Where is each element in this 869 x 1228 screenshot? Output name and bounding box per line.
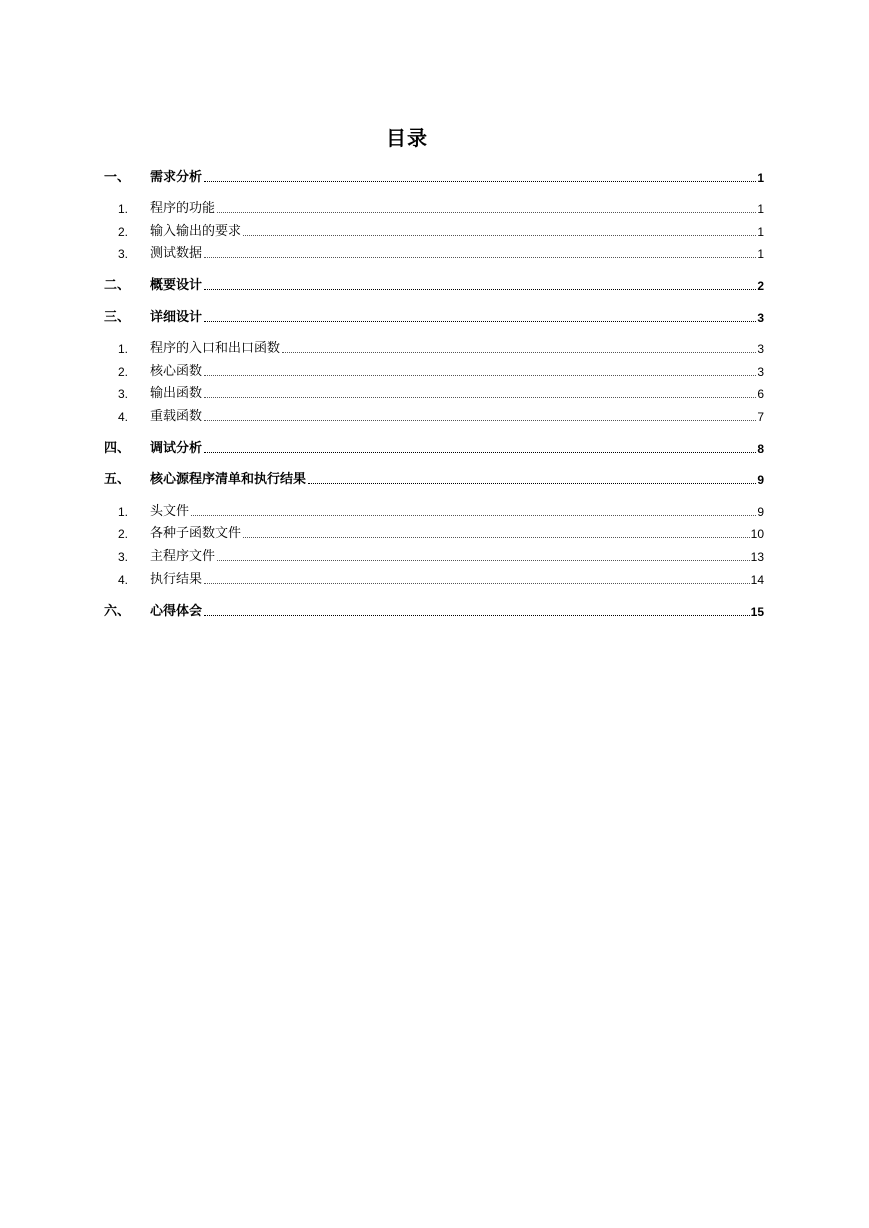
toc-entry-1-2[interactable] bbox=[104, 222, 764, 240]
toc-entry-page: 9 bbox=[757, 505, 764, 519]
toc-entry-page: 3 bbox=[757, 342, 764, 356]
toc-entry-number: 六、 bbox=[104, 604, 131, 619]
toc-entry-page: 10 bbox=[750, 527, 764, 541]
dot-leader bbox=[204, 289, 756, 290]
dot-leader bbox=[308, 483, 756, 484]
toc-entry-page: 1 bbox=[757, 247, 764, 261]
toc-entry-title: 核心函数 bbox=[150, 364, 203, 379]
toc-entry-5[interactable] bbox=[104, 470, 764, 488]
toc-entry-3-1[interactable] bbox=[104, 339, 764, 357]
toc-entry-number: 四、 bbox=[104, 441, 131, 456]
toc-title: 目录 bbox=[386, 126, 428, 150]
toc-entry-title: 心得体会 bbox=[150, 604, 203, 619]
toc-entry-4[interactable] bbox=[104, 439, 764, 457]
dot-leader bbox=[204, 397, 756, 398]
toc-entry-page: 3 bbox=[757, 365, 764, 379]
toc-entry-title: 详细设计 bbox=[150, 310, 203, 325]
toc-entry-number: 2. bbox=[118, 225, 129, 239]
toc-entry-title: 程序的入口和出口函数 bbox=[150, 341, 281, 356]
toc-entry-title: 需求分析 bbox=[150, 170, 203, 185]
toc-entry-6[interactable] bbox=[104, 602, 764, 620]
toc-entry-1[interactable] bbox=[104, 168, 764, 186]
toc-entry-page: 7 bbox=[757, 410, 764, 424]
toc-entry-page: 13 bbox=[750, 550, 764, 564]
toc-entry-page: 14 bbox=[750, 573, 764, 587]
toc-entry-page: 2 bbox=[757, 279, 764, 293]
toc-entry-title: 输入输出的要求 bbox=[150, 224, 242, 239]
toc-entry-number: 二、 bbox=[104, 278, 131, 293]
toc-entry-5-4[interactable] bbox=[104, 570, 764, 588]
dot-leader bbox=[217, 212, 756, 213]
toc-entry-number: 三、 bbox=[104, 310, 131, 325]
dot-leader bbox=[243, 235, 756, 236]
toc-entry-title: 执行结果 bbox=[150, 572, 203, 587]
toc-entry-number: 3. bbox=[118, 550, 129, 564]
toc-entry-1-1[interactable] bbox=[104, 199, 764, 217]
toc-entry-number: 1. bbox=[118, 342, 129, 356]
toc-entry-number: 一、 bbox=[104, 170, 131, 185]
dot-leader bbox=[191, 515, 756, 516]
toc-entry-3-3[interactable] bbox=[104, 384, 764, 402]
dot-leader bbox=[243, 537, 750, 538]
toc-entry-title: 重载函数 bbox=[150, 409, 203, 424]
toc-entry-title: 头文件 bbox=[150, 504, 190, 519]
dot-leader bbox=[204, 583, 750, 584]
toc-entry-page: 1 bbox=[757, 171, 764, 185]
toc-entry-page: 3 bbox=[757, 311, 764, 325]
toc-entry-page: 9 bbox=[757, 473, 764, 487]
dot-leader bbox=[282, 352, 756, 353]
toc-entry-number: 1. bbox=[118, 202, 129, 216]
toc-entry-title: 程序的功能 bbox=[150, 201, 216, 216]
toc-entry-title: 各种子函数文件 bbox=[150, 526, 242, 541]
dot-leader bbox=[204, 452, 756, 453]
toc-entry-title: 输出函数 bbox=[150, 386, 203, 401]
toc-entry-3-4[interactable] bbox=[104, 407, 764, 425]
toc-entry-1-3[interactable] bbox=[104, 244, 764, 262]
toc-entry-5-2[interactable] bbox=[104, 524, 764, 542]
toc-entry-number: 4. bbox=[118, 410, 129, 424]
toc-entry-title: 调试分析 bbox=[150, 441, 203, 456]
toc-entry-page: 1 bbox=[757, 225, 764, 239]
toc-entry-5-1[interactable] bbox=[104, 502, 764, 520]
toc-entry-title: 核心源程序清单和执行结果 bbox=[150, 472, 307, 487]
toc-entry-page: 6 bbox=[757, 387, 764, 401]
toc-entry-number: 2. bbox=[118, 365, 129, 379]
toc-entry-2[interactable] bbox=[104, 276, 764, 294]
toc-entry-page: 1 bbox=[757, 202, 764, 216]
dot-leader bbox=[217, 560, 750, 561]
toc-entry-title: 概要设计 bbox=[150, 278, 203, 293]
toc-entry-page: 8 bbox=[757, 442, 764, 456]
toc-entry-number: 五、 bbox=[104, 472, 131, 487]
toc-entry-number: 4. bbox=[118, 573, 129, 587]
dot-leader bbox=[204, 257, 756, 258]
toc-entry-number: 3. bbox=[118, 247, 129, 261]
dot-leader bbox=[204, 615, 750, 616]
toc-entry-5-3[interactable] bbox=[104, 547, 764, 565]
dot-leader bbox=[204, 181, 756, 182]
dot-leader bbox=[204, 375, 756, 376]
toc-entry-number: 1. bbox=[118, 505, 129, 519]
dot-leader bbox=[204, 420, 756, 421]
toc-entry-3[interactable] bbox=[104, 308, 764, 326]
toc-entry-number: 3. bbox=[118, 387, 129, 401]
dot-leader bbox=[204, 321, 756, 322]
toc-entry-number: 2. bbox=[118, 527, 129, 541]
toc-entry-title: 主程序文件 bbox=[150, 549, 216, 564]
toc-entry-page: 15 bbox=[750, 605, 764, 619]
toc-entry-title: 测试数据 bbox=[150, 246, 203, 261]
toc-entry-3-2[interactable] bbox=[104, 362, 764, 380]
